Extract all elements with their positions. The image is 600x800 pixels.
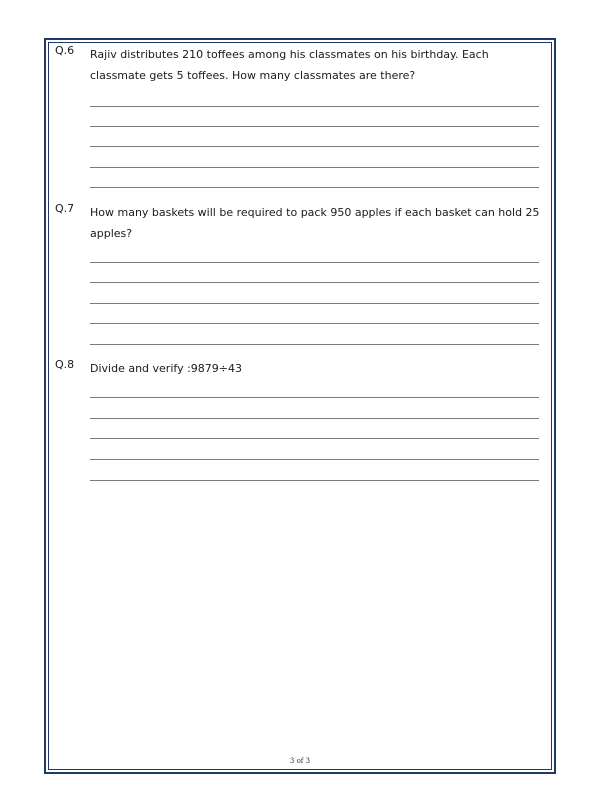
answer-line: [90, 167, 539, 168]
answer-line: [90, 187, 539, 188]
answer-line: [90, 106, 539, 107]
question-text: Divide and verify :9879÷43: [90, 362, 242, 375]
answer-line: [90, 126, 539, 127]
answer-line: [90, 323, 539, 324]
answer-line: [90, 418, 539, 419]
question-number: Q.8: [55, 358, 75, 371]
answer-line: [90, 397, 539, 398]
answer-line: [90, 459, 539, 460]
question-number: Q.6: [55, 44, 75, 57]
answer-line: [90, 480, 539, 481]
answer-line: [90, 262, 539, 263]
question-text: How many baskets will be required to pack 950 apples if each basket can hold 25 apples?: [90, 206, 540, 240]
page-border-inner: [48, 42, 552, 770]
answer-line: [90, 146, 539, 147]
answer-line: [90, 282, 539, 283]
answer-line: [90, 438, 539, 439]
answer-line: [90, 344, 539, 345]
answer-line: [90, 303, 539, 304]
question-text: Rajiv distributes 210 toffees among his classmates on his birthday. Each classmate gets 5 toffees. How many classmates are there?: [90, 48, 489, 82]
page-number: 3 of 3: [289, 757, 311, 765]
question-number: Q.7: [55, 202, 75, 215]
